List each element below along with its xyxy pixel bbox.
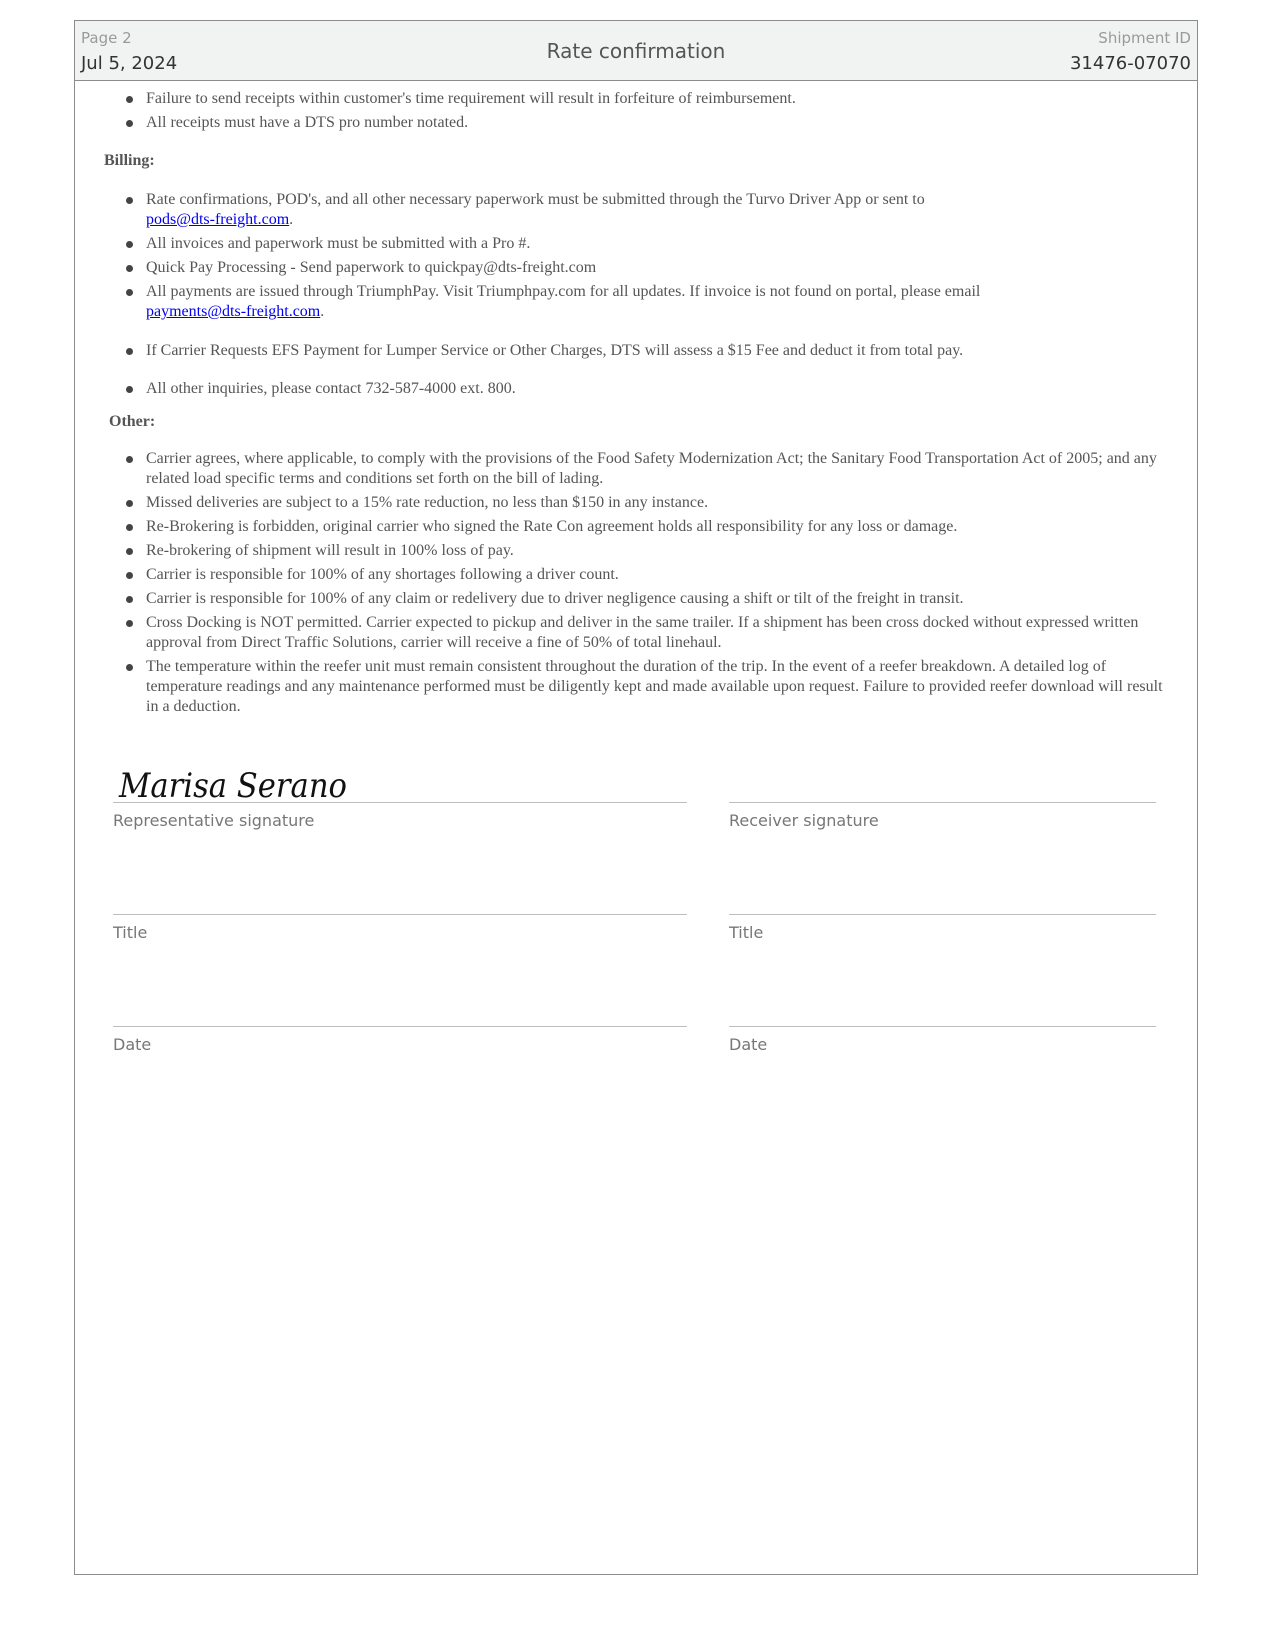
billing-item-text: Rate confirmations, POD's, and all other necessary paperwork must be submitted through the Turvo Driver App or sent to [146,191,925,208]
representative-signature-line[interactable] [113,802,687,803]
title-line-left[interactable] [113,914,687,915]
title-label-left: Title [113,923,148,942]
representative-signature-label: Representative signature [113,811,315,830]
list-item: Failure to send receipts within customer's time requirement will result in forfeiture of reimbursement. [75,89,1197,109]
title-label-right: Title [729,923,764,942]
document-title: Rate confirmation [546,39,726,63]
date-line-right[interactable] [729,1026,1156,1027]
document-date: Jul 5, 2024 [81,53,178,74]
list-item: Carrier agrees, where applicable, to comply with the provisions of the Food Safety Modernization Act; the Sanitary Food Transportation Act of 2005; and any related load specific terms and conditions set forth on the bill of lading. [75,449,1197,489]
list-item: Missed deliveries are subject to a 15% rate reduction, no less than $150 in any instance. [75,493,1197,513]
receiver-signature-label: Receiver signature [729,811,879,830]
other-list [75,449,1197,717]
list-item: Re-Brokering is forbidden, original carrier who signed the Rate Con agreement holds all responsibility for any loss or damage. [75,517,1197,537]
list-item: Re-brokering of shipment will result in 100% loss of pay. [75,541,1197,561]
receipts-list [75,89,1197,133]
list-item: All receipts must have a DTS pro number notated. [75,113,1197,133]
list-item: If Carrier Requests EFS Payment for Lumper Service or Other Charges, DTS will assess a $15 Fee and deduct it from total pay. [75,341,1197,361]
other-heading: Other: [109,413,156,430]
billing-heading: Billing: [104,152,155,169]
list-item: Quick Pay Processing - Send paperwork to quickpay@dts-freight.com [75,258,1197,278]
date-label-left: Date [113,1035,152,1054]
receiver-signature-line[interactable] [729,802,1156,803]
date-line-left[interactable] [113,1026,687,1027]
page-header [75,21,1197,81]
handwritten-signature [115,759,355,807]
list-item: Cross Docking is NOT permitted. Carrier expected to pickup and deliver in the same trailer. If a shipment has been cross docked without expressed written approval from Direct Traffic Solutions, carrier will receive a fine of 50% of total linehaul. [75,613,1197,653]
billing-item-text: All payments are issued through TriumphPay. Visit Triumphpay.com for all updates. If invoice is not found on portal, please email [146,283,981,300]
svg-text:Marisa Serano: Marisa Serano [118,766,347,806]
pods-email-link[interactable]: pods@dts-freight.com [146,211,290,228]
list-item: All other inquiries, please contact 732-587-4000 ext. 800. [75,379,1197,399]
list-item: Carrier is responsible for 100% of any claim or redelivery due to driver negligence causing a shift or tilt of the freight in transit. [75,589,1197,609]
list-item: All invoices and paperwork must be submitted with a Pro #. [75,234,1197,254]
page-number: Page 2 [81,29,132,47]
payments-email-link[interactable]: payments@dts-freight.com [146,303,321,320]
list-item: Rate confirmations, POD's, and all other necessary paperwork must be submitted through the Turvo Driver App or sent to pods@dts-freight.com. [75,190,1197,230]
shipment-id: 31476-07070 [1069,53,1191,74]
billing-list [75,190,1197,399]
list-item: All payments are issued through TriumphPay. Visit Triumphpay.com for all updates. If invoice is not found on portal, please email payments@dts-freight.com. [75,282,1197,322]
date-label-right: Date [729,1035,768,1054]
list-item: The temperature within the reefer unit must remain consistent throughout the duration of the trip. In the event of a reefer breakdown. A detailed log of temperature readings and any maintenance performed must be diligently kept and made available upon request. Failure to provided reefer download will result in a deduction. [75,657,1197,717]
document-page [74,20,1198,1575]
shipment-id-label: Shipment ID [1098,29,1191,47]
title-line-right[interactable] [729,914,1156,915]
list-item: Carrier is responsible for 100% of any shortages following a driver count. [75,565,1197,585]
